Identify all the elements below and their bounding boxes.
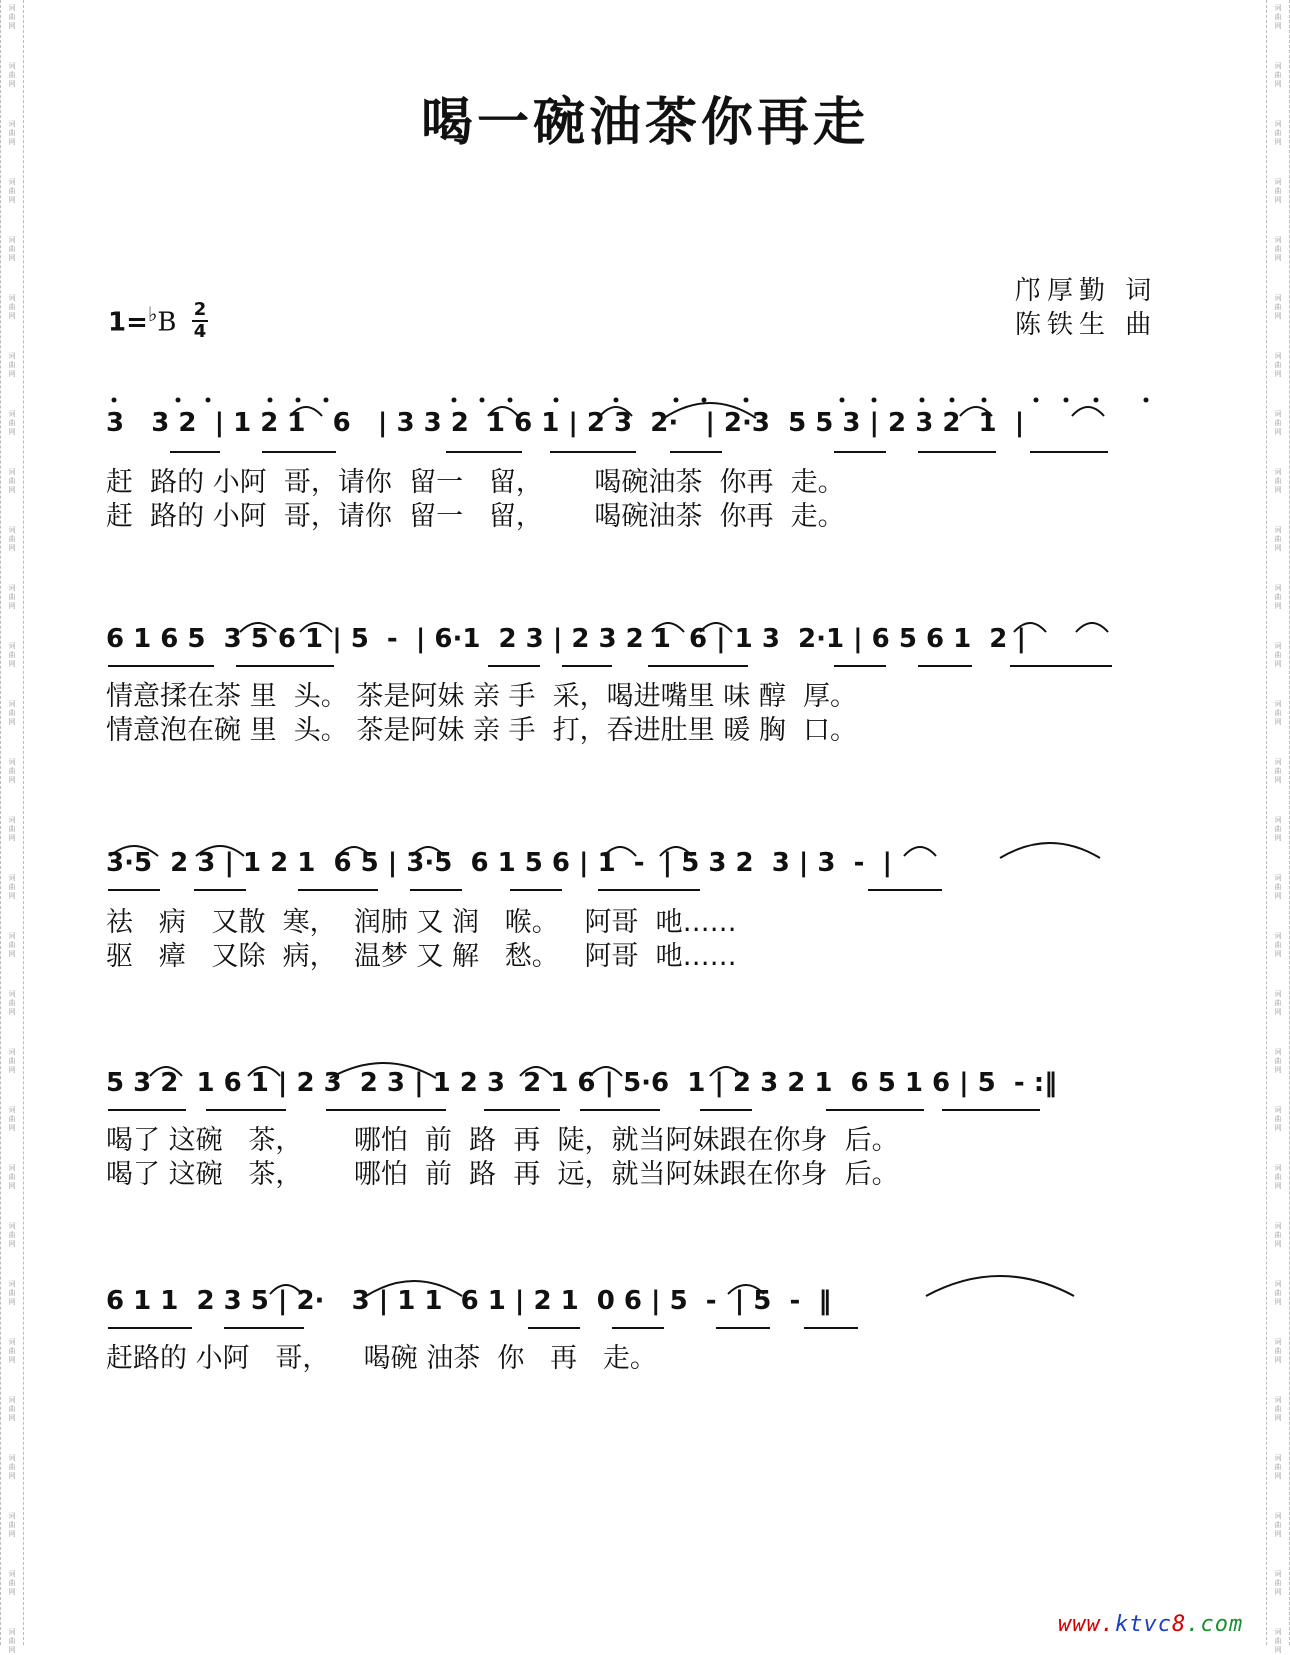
side-watermark: 词 曲 网 (1274, 1396, 1282, 1422)
side-watermark: 词 曲 网 (1274, 236, 1282, 262)
octave-dot (554, 398, 559, 403)
meter-top: 2 (193, 299, 207, 320)
lyric-row-4-verse-2: 喝了 这碗 茶， 哪怕 前 路 再 远，就当阿妹跟在你身 后。 (106, 1159, 899, 1190)
side-watermark: 词 曲 网 (1274, 1106, 1282, 1132)
slur (338, 847, 370, 856)
side-watermark: 词 曲 网 (1274, 874, 1282, 900)
side-watermark: 词 曲 网 (8, 1338, 16, 1364)
slur (150, 1067, 182, 1076)
side-watermark: 词 曲 网 (1274, 1048, 1282, 1074)
side-watermark: 词 曲 网 (8, 1048, 16, 1074)
slur (1076, 623, 1108, 632)
slur (488, 407, 518, 416)
side-watermark: 词 曲 网 (8, 700, 16, 726)
octave-dot (452, 398, 457, 403)
side-watermark: 词 曲 网 (8, 294, 16, 320)
slur (300, 623, 332, 632)
lyric-row-3-verse-1: 祛 病 又散 寒， 润肺 又 润 喉。 阿哥 吔…… (106, 907, 737, 938)
slur (660, 847, 692, 856)
octave-dot (112, 398, 117, 403)
side-watermark: 词 曲 网 (1274, 178, 1282, 204)
octave-dot (1064, 398, 1069, 403)
side-watermark: 词 曲 网 (1274, 120, 1282, 146)
lyric-row-4-verse-1: 喝了 这碗 茶， 哪怕 前 路 再 陡，就当阿妹跟在你身 后。 (106, 1125, 899, 1156)
key-prefix: 1= (108, 307, 148, 338)
side-watermark: 词 曲 网 (1274, 584, 1282, 610)
octave-dot (324, 398, 329, 403)
website-part-2: ktvc (1114, 1612, 1172, 1637)
octave-dot (1144, 398, 1149, 403)
slur (590, 1067, 622, 1076)
octave-dot (480, 398, 485, 403)
slur (600, 407, 632, 416)
octave-dot (176, 398, 181, 403)
slur (366, 1281, 462, 1296)
side-watermark: 词 曲 网 (1274, 62, 1282, 88)
side-watermark: 词 曲 网 (1274, 1222, 1282, 1248)
octave-dot (920, 398, 925, 403)
slur (904, 847, 936, 856)
side-watermark: 词 曲 网 (8, 4, 16, 30)
side-watermark: 词 曲 网 (8, 236, 16, 262)
lyric-row-3-verse-2: 驱 瘴 又除 病， 温梦 又 解 愁。 阿哥 吔…… (106, 941, 737, 972)
slur (520, 1067, 552, 1076)
score-row-3: 3·5 2 3 | 1 2 1 6 5 | 3·5 6 1 5 6 | 1 - | 5 3 2 3 | 3 - | (106, 848, 892, 878)
slur (270, 1285, 302, 1294)
slur (652, 623, 684, 632)
side-watermark: 词 曲 网 (8, 352, 16, 378)
website-part-1: www. (1058, 1612, 1115, 1637)
side-watermark: 词 曲 网 (8, 932, 16, 958)
lyric-row-1-verse-2: 赶 路的 小阿 哥，请你 留一 留， 喝碗油茶 你再 走。 (106, 501, 845, 532)
lyric-row-5-verse-1: 赶路的 小阿 哥， 喝碗 油茶 你 再 走。 (106, 1343, 657, 1374)
side-watermark: 词 曲 网 (8, 1454, 16, 1480)
slur (110, 846, 158, 856)
composer-credit: 陈铁生 曲 (1015, 310, 1158, 340)
score-row-2: 6 1 6 5 3 5 6 1 | 5 - | 6·1 2 3 | 2 3 2 1 6 | 1 3 2·1 | 6 5 6 1 2 | (106, 624, 1026, 654)
slur (330, 1063, 436, 1078)
side-watermark: 词 曲 网 (8, 1570, 16, 1596)
side-watermark: 词 曲 网 (1274, 642, 1282, 668)
key-tonic: B (157, 307, 177, 338)
side-watermark: 词 曲 网 (1274, 1512, 1282, 1538)
octave-dot (702, 398, 707, 403)
side-watermark: 词 曲 网 (1274, 294, 1282, 320)
side-watermark: 词 曲 网 (1274, 526, 1282, 552)
meter-bottom: 4 (193, 321, 207, 342)
octave-dot (840, 398, 845, 403)
lyric-row-2-verse-1: 情意揉在茶 里 头。 茶是阿妹 亲 手 采，喝进嘴里 味 醇 厚。 (106, 681, 857, 712)
slur (664, 403, 756, 418)
side-watermark: 词 曲 网 (8, 1628, 16, 1654)
octave-dot (950, 398, 955, 403)
side-watermark: 词 曲 网 (1274, 410, 1282, 436)
lyricist-credit: 邝厚勤 词 (1015, 276, 1158, 306)
side-watermark: 词 曲 网 (1274, 352, 1282, 378)
slur (248, 1067, 280, 1076)
octave-dot (296, 398, 301, 403)
flat-icon: ♭ (147, 302, 158, 326)
side-watermark: 词 曲 网 (1274, 758, 1282, 784)
lyric-row-2-verse-2: 情意泡在碗 里 头。 茶是阿妹 亲 手 打，吞进肚里 暖 胸 口。 (106, 715, 857, 746)
score-row-4: 5 3 2 1 6 1 | 2 3 2 3 | 1 2 3 2 1 6 | 5·6 1 | 2 3 2 1 6 5 1 6 | 5 - :‖ (106, 1068, 1058, 1098)
score-row-1: 3 3 2 | 1 2 1 6 | 3 3 2 1 6 1 | 2 3 2· | 2·3 5 5 3 | 2 3 2 1 | (106, 408, 1025, 438)
side-watermark: 词 曲 网 (1274, 932, 1282, 958)
side-watermark: 词 曲 网 (8, 642, 16, 668)
side-watermark: 词 曲 网 (8, 990, 16, 1016)
octave-dot (1034, 398, 1039, 403)
side-watermark: 词 曲 网 (8, 584, 16, 610)
side-watermark: 词 曲 网 (1274, 990, 1282, 1016)
octave-dot (674, 398, 679, 403)
side-watermark: 词 曲 网 (8, 816, 16, 842)
side-watermark: 词 曲 网 (1274, 1338, 1282, 1364)
side-watermark: 词 曲 网 (8, 1396, 16, 1422)
website-part-3: 8 (1171, 1612, 1187, 1637)
side-watermark: 词 曲 网 (8, 758, 16, 784)
slur (700, 623, 732, 632)
slur (604, 847, 636, 856)
octave-dot (872, 398, 877, 403)
octave-dot (744, 398, 749, 403)
side-watermark: 词 曲 网 (8, 410, 16, 436)
lyric-row-1-verse-1: 赶 路的 小阿 哥，请你 留一 留， 喝碗油茶 你再 走。 (106, 467, 845, 498)
side-watermark: 词 曲 网 (1274, 1164, 1282, 1190)
side-watermark: 词 曲 网 (8, 1222, 16, 1248)
slur (1000, 843, 1100, 858)
side-watermark: 词 曲 网 (8, 468, 16, 494)
slur (728, 1285, 764, 1294)
octave-dot (268, 398, 273, 403)
side-watermark: 词 曲 网 (8, 526, 16, 552)
slur (196, 846, 244, 856)
slur (1014, 623, 1046, 632)
side-watermark: 词 曲 网 (8, 178, 16, 204)
side-watermark: 词 曲 网 (8, 1512, 16, 1538)
side-watermark: 词 曲 网 (1274, 4, 1282, 30)
slur (926, 1276, 1074, 1296)
side-watermark: 词 曲 网 (8, 120, 16, 146)
page-title: 喝一碗油茶你再走 (420, 92, 869, 153)
side-watermark: 词 曲 网 (8, 874, 16, 900)
slur (412, 847, 444, 856)
side-watermark: 词 曲 网 (8, 1280, 16, 1306)
slur (240, 623, 276, 632)
website-watermark (1058, 1612, 1243, 1637)
side-watermark: 词 曲 网 (8, 62, 16, 88)
score-row-5: 6 1 1 2 3 5 | 2· 3 | 1 1 6 1 | 2 1 0 6 | 5 - | 5 - ‖ (106, 1286, 832, 1316)
octave-dot (982, 398, 987, 403)
side-watermark: 词 曲 网 (8, 1164, 16, 1190)
slur (710, 1067, 742, 1076)
slur (960, 407, 992, 416)
side-watermark: 词 曲 网 (1274, 1570, 1282, 1596)
side-watermark: 词 曲 网 (1274, 700, 1282, 726)
side-watermark: 词 曲 网 (1274, 816, 1282, 842)
side-watermark: 词 曲 网 (1274, 1454, 1282, 1480)
side-watermark: 词 曲 网 (1274, 1280, 1282, 1306)
side-watermark: 词 曲 网 (1274, 468, 1282, 494)
octave-dot (614, 398, 619, 403)
slur (290, 407, 322, 416)
octave-dot (206, 398, 211, 403)
octave-dot (1094, 398, 1099, 403)
side-watermark: 词 曲 网 (8, 1106, 16, 1132)
side-watermark: 词 曲 网 (1274, 1628, 1282, 1654)
slur (1072, 407, 1104, 416)
website-part-4: .com (1186, 1612, 1244, 1637)
octave-dot (508, 398, 513, 403)
